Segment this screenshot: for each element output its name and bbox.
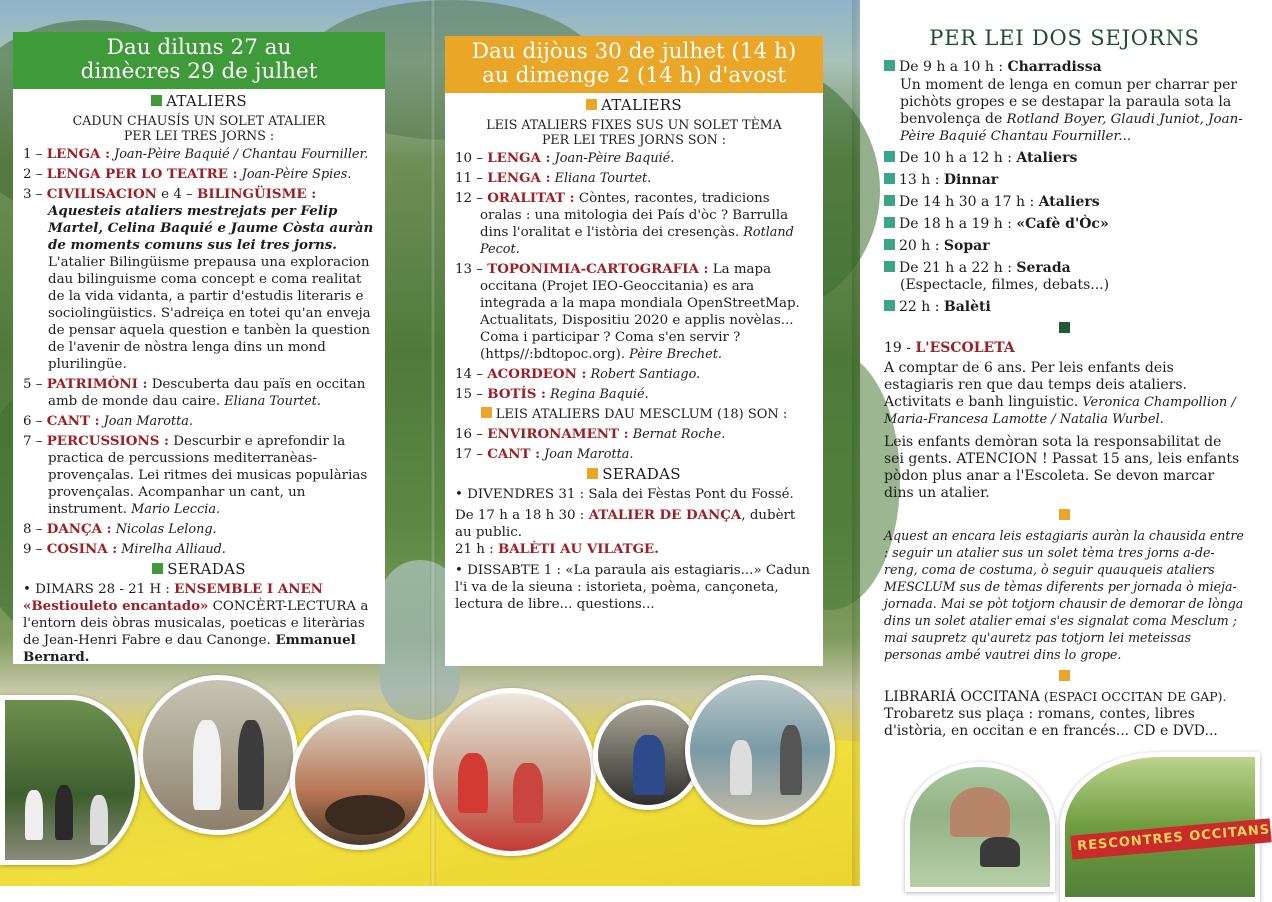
card-header-second-stay: Dau dijòus 30 de julhet (14 h) au dimenge 2 (14 h) d'avost: [445, 36, 823, 93]
schedule-item: 20 h : Sopar: [884, 238, 1245, 255]
section-mesclum: LEIS ATALIERS DAU MESCLUM (18) SON :: [455, 407, 813, 422]
serada-entry: • DIMARS 28 - 21 H : ENSEMBLE I ANEN «Bestiouleto encantado» CONCÈRT-LECTURA a l'entorn deis òbras musicalas, poeticas e literàrias de Jean-Henri Fabre e dau Canonge. Emmanuel Bernard.: [23, 581, 369, 665]
mesclum-note: Aquest an encara leis estagiaris auràn la chausida entre : seguir un atalier sus un solet tèma tres jorns a-de-reng, coma de costuma, ò seguir quauqueis ataliers MESCLUM sus de tèmas diferents per jornada ò mieja-jornada. Mai se pòt totjorn chausir de demorar de lònga dins un solet atalier emai s'es signalat coma Mesclum ; mai saupretz qu'auretz pas totjorn lei meteissas personas ambé vautrei dins lo grope.: [884, 528, 1244, 662]
schedule-item: De 18 h a 19 h : «Cafè d'Òc»: [884, 216, 1245, 233]
section-subtitle: LEIS ATALIERS FIXES SUS UN SOLET TÈMA PER LEI TRES JORNS SON :: [486, 117, 782, 147]
escoleta-heading: 19 - L'ESCOLETA: [884, 340, 1015, 356]
escoleta-text-2: Leis enfants demòran sota la responsabilitat de sei gents. ATENCION ! Passat 15 ans, leis enfants pòdon plus anar a l'Escoleta. Se devon marcar dins un atalier.: [884, 434, 1240, 501]
banner: RESCONTRES OCCITANS: [1070, 818, 1271, 859]
schedule-item: De 21 h a 22 h : Serada: [884, 260, 1245, 277]
separator: [884, 321, 1245, 338]
schedule-description: Un moment de lenga en comun per charrar per pichòts gropes e se destapar la paraula sota la benvolença de Rotland Boyer, Glaudi Juniot, Joan-Pèire Baquié Chantau Fourniller...: [900, 77, 1243, 144]
section-seradas: SERADAS: [455, 466, 813, 483]
square-separator-icon: [1059, 322, 1070, 333]
list-item: 14 – ACORDEON : Robert Santiago.: [455, 366, 701, 382]
serada-entry: • DIVENDRES 31 : Sala dei Fèstas Pont du Fossé.: [455, 487, 794, 502]
square-bullet-icon: [884, 151, 895, 162]
list-item: 9 – COSINA : Mirelha Alliaud.: [23, 541, 226, 557]
section-ataliers: ATALIERS: [23, 93, 375, 110]
photo-circle-banner-forest: [1060, 752, 1271, 902]
photo-circle-children-play: [905, 762, 1055, 892]
list-item: 2 – LENGA PER LO TEATRE : Joan-Pèire Spies.: [23, 166, 352, 182]
serada-entry: De 17 h a 18 h 30 : ATALIER DE DANÇA, dubèrt au public.: [455, 507, 796, 540]
photo-circle-workshop-group: [428, 688, 596, 856]
section-subtitle: CADUN CHAUSÍS UN SOLET ATALIER PER LEI TRES JORNS :: [72, 113, 326, 143]
separator: [884, 508, 1245, 525]
schedule-item: De 9 h a 10 h : Charradissa: [884, 59, 1245, 76]
card-header-first-stay: Dau diluns 27 au dimècres 29 de julhet: [13, 32, 385, 89]
photo-circle-group-seated: [685, 675, 835, 825]
square-bullet-icon: [884, 239, 895, 250]
list-item: 13 – TOPONIMIA-CARTOGRAFIA : La mapa occitana (Projet IEO-Geoccitania) es ara integrada a la mapa mondiala OpenStreetMap. Actualitats, Dispositiu 2020 e applis novèlas... Coma i participar ? Coma s'en servir ? (https//:bdtopoc.org). Pèire Brechet.: [455, 261, 800, 362]
square-bullet-icon: [884, 195, 895, 206]
square-bullet-icon: [884, 217, 895, 228]
square-bullet-icon: [152, 563, 163, 574]
panel-shadow: [852, 0, 862, 886]
square-bullet-icon: [586, 99, 597, 110]
list-item: 7 – PERCUSSIONS : Descurbir e aprefondir la practica de percussions mediterranèas-provençalas. Lei ritmes dei musicas populàrias provençalas. Acompanhar un cant, un instrument. Mario Leccia.: [23, 433, 368, 517]
square-separator-icon: [1059, 509, 1070, 520]
section-seradas: SERADAS: [23, 561, 375, 578]
square-bullet-icon: [884, 261, 895, 272]
list-item: 11 – LENGA : Eliana Tourtet.: [455, 170, 652, 186]
section-ataliers: ATALIERS: [455, 97, 813, 114]
list-item: 16 – ENVIRONAMENT : Bernat Roche.: [455, 426, 726, 442]
square-separator-icon: [1059, 670, 1070, 681]
square-bullet-icon: [587, 468, 598, 479]
list-item: 8 – DANÇA : Nicolas Lelong.: [23, 521, 217, 537]
list-item: 12 – ORALITAT : Còntes, racontes, tradicions oralas : una mitologia dei País d'òc ? Barrulla dins l'oralitat e l'istòria dei cresençàs. Rotland Pecot.: [455, 190, 794, 257]
list-item: 3 – CIVILISACION e 4 – BILINGÜISME : Aquesteis ataliers mestrejats per Felip Martel, Celina Baquié e Jaume Còsta auràn de moments comuns sus lei tres jorns. L'atalier Bilingüisme prepausa una exploracion dau bilinguisme coma concept e coma realitat de la vida vidanta, a partir d'estudis literaris e sociolingüistics. S'adreiça en totei qu'an enveja de pensar aquela question e tanbèn la question de l'avenir de nòstra lenga dins un mond plurilingüe.: [23, 186, 374, 372]
list-item: 17 – CANT : Joan Marotta.: [455, 446, 634, 462]
schedule-description: (Espectacle, filmes, debats...): [900, 277, 1110, 293]
square-bullet-icon: [884, 300, 895, 311]
card-second-stay: [445, 36, 823, 666]
schedule-item: 22 h : Balèti: [884, 299, 1245, 316]
schedule-item: De 10 h a 12 h : Ataliers: [884, 150, 1245, 167]
list-item: 1 – LENGA : Joan-Pèire Baquié / Chantau Fourniller.: [23, 146, 369, 162]
schedule-item: De 14 h 30 a 17 h : Ataliers: [884, 194, 1245, 211]
separator: [884, 669, 1245, 686]
page-title: PER LEI DOS SEJORNS: [929, 26, 1200, 50]
schedule-item: 13 h : Dinnar: [884, 172, 1245, 189]
libraria-text: Trobaretz sus plaça : romans, contes, libres d'istòria, en occitan e en francés... CD e DVD...: [884, 706, 1218, 739]
list-item: 6 – CANT : Joan Marotta.: [23, 413, 193, 429]
serada-entry: • DISSABTE 1 : «La paraula ais estagiaris...» Cadun l'i va de la sieuna : istorieta, poèma, cançoneta, lectura de libre... questions...: [455, 563, 810, 612]
square-bullet-icon: [884, 60, 895, 71]
list-item: 5 – PATRIMÒNI : Descuberta dau païs en occitan amb de monde dau caire. Eliana Tourtet.: [23, 376, 366, 409]
libraria-heading: LIBRARIÁ OCCITANA (ESPACI OCCITAN DE GAP).: [884, 689, 1227, 705]
card-first-stay: [13, 32, 385, 664]
escoleta-text: A comptar de 6 ans. Per leis enfants deis estagiaris ren que dau temps deis ataliers. Activitats e banh linguistic. Veronica Champollion / Maria-Francesa Lamotte / Natalia Wurbel.: [884, 360, 1236, 427]
list-item: 15 – BOTÍS : Regina Baquié.: [455, 386, 649, 402]
square-bullet-icon: [481, 407, 492, 418]
list-item: 10 – LENGA : Joan-Pèire Baquié.: [455, 150, 675, 166]
serada-entry: 21 h : BALÈTI AU VILATGE.: [455, 541, 659, 557]
square-bullet-icon: [884, 173, 895, 184]
photo-circle-cooking: [290, 710, 430, 850]
photo-circle-dance-indoor: [138, 675, 298, 835]
square-bullet-icon: [151, 95, 162, 106]
photo-circle-dance-outdoor: [0, 695, 140, 865]
